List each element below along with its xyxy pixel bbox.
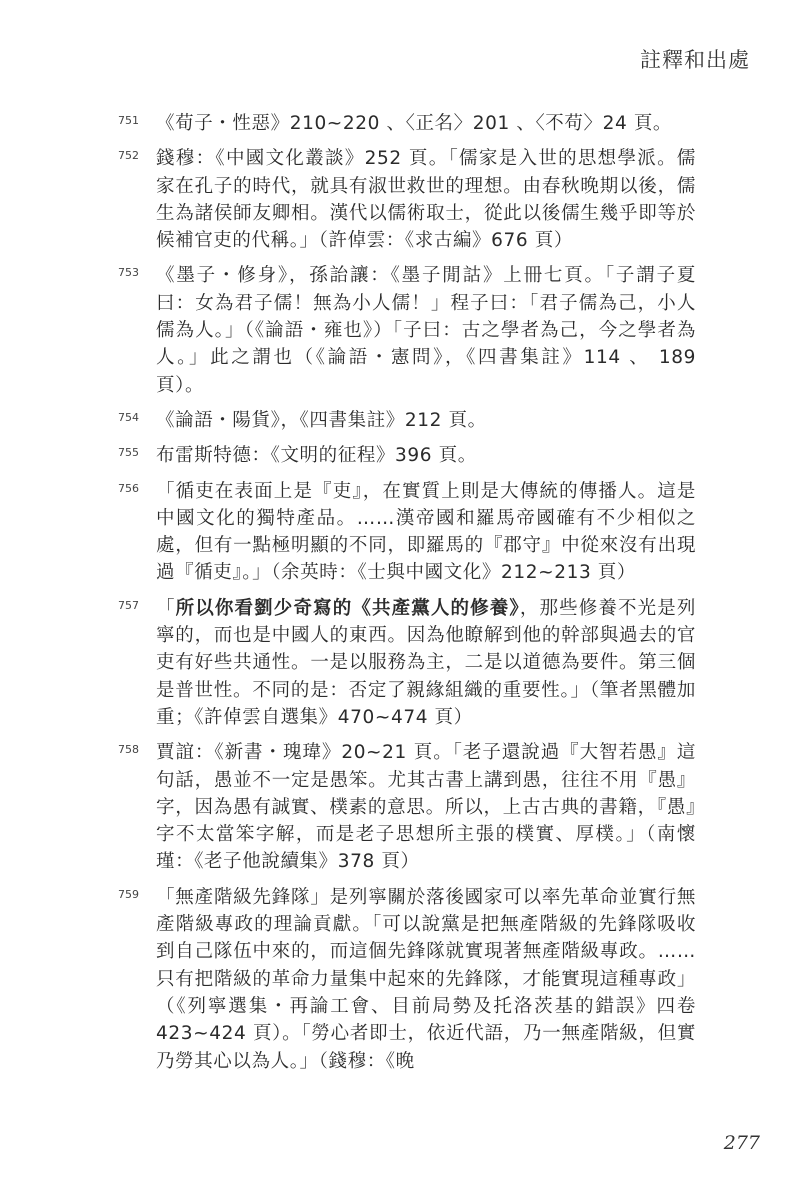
footnote-list: [118, 110, 758, 1083]
footnote-text-segment: 「循吏在表面上是『吏』，在實質上則是大傳統的傳播人。這是中國文化的獨特產品。……漢帝國和羅馬帝國確有不少相似之處，但有一點極明顯的不同，即羅馬的『郡守』中從來沒有出現過『循吏』。」（余英時：《士與中國文化》212~213 頁）: [156, 480, 696, 584]
footnote-759: [118, 884, 758, 1075]
footnote-text-segment: 錢穆：《中國文化叢談》252 頁。「儒家是入世的思想學派。儒家在孔子的時代，就具有淑世救世的理想。由春秋晚期以後，儒生為諸侯師友卿相。漢代以儒術取士，從此以後儒生幾乎即等於候補官吏的代稱。」（許倬雲：《求古編》676 頁）: [156, 148, 696, 252]
footnote-number: 751: [118, 114, 139, 127]
footnote-757: [118, 595, 758, 731]
footnote-756: [118, 478, 758, 587]
footnote-text: [156, 478, 696, 587]
footnote-number: 759: [118, 887, 139, 901]
footnote-number: 756: [118, 481, 139, 495]
footnote-text-segment: 賈誼：《新書・瑰瑋》20~21 頁。「老子還說過『大智若愚』這句話，愚並不一定是愚笨。尤其古書上講到愚，往往不用『愚』字，因為愚有誠實、樸素的意思。所以，上古古典的書籍，『愚』字不太當笨字解，而是老子思想所主張的樸實、厚樸。」（南懷瑾：《老子他說續集》378 頁）: [156, 742, 696, 873]
footnote-number: 758: [118, 743, 139, 757]
footnote-text: [156, 110, 696, 137]
footnote-text: [156, 145, 696, 254]
footnote-text-segment: ，那些修養不光是列寧的，而也是中國人的東西。因為他瞭解到他的幹部與過去的官吏有好些共通性。一是以服務為主，二是以道德為要件。第三個是普世性。不同的是：否定了親緣組織的重要性。」（筆者黑體加重；《許倬雲自選集》470~474 頁）: [156, 597, 696, 728]
footnote-text-segment: 「: [156, 597, 176, 619]
footnote-number: 753: [118, 266, 139, 280]
footnote-number: 754: [118, 410, 139, 424]
page-number: 277: [723, 1132, 760, 1154]
footnote-754: [118, 407, 758, 434]
footnote-text: [156, 407, 696, 434]
footnote-text: [156, 739, 696, 875]
running-header: 註釋和出處: [640, 48, 750, 72]
footnote-bold-text: 所以你看劉少奇寫的《共產黨人的修養》: [175, 597, 520, 619]
footnote-755: [118, 442, 758, 469]
footnote-752: [118, 145, 758, 254]
footnote-text: [156, 595, 696, 731]
footnote-number: 752: [118, 149, 139, 163]
footnote-text-segment: 布雷斯特德：《文明的征程》396 頁。: [156, 445, 477, 467]
footnote-text: [156, 884, 696, 1075]
footnote-text: [156, 262, 696, 398]
footnote-753: [118, 262, 758, 398]
footnote-number: 757: [118, 598, 139, 612]
footnote-text-segment: 《荀子・性惡》210~220 、〈正名〉201 、〈不苟〉24 頁。: [156, 113, 673, 134]
footnote-number: 755: [118, 446, 139, 460]
footnote-text-segment: 《論語・陽貨》，《四書集註》212 頁。: [156, 409, 487, 431]
footnote-text-segment: 「無產階級先鋒隊」是列寧關於落後國家可以率先革命並實行無產階級專政的理論貢獻。「可以說黨是把無產階級的先鋒隊吸收到自己隊伍中來的，而這個先鋒隊就實現著無產階級專政。……只有把階級的革命力量集中起來的先鋒隊，才能實現這種專政」（《列寧選集・再論工會、目前局勢及托洛茨基的錯誤》四卷 423~424 頁）。「勞心者即士，依近代語，乃一無產階級，但實乃勞其心以為人。」（錢穆：《晚: [156, 886, 696, 1072]
footnote-text: [156, 442, 696, 469]
footnote-751: [118, 110, 758, 137]
footnote-758: [118, 739, 758, 875]
footnote-text-segment: 《墨子・修身》，孫詒讓：《墨子閒詁》上冊七頁。「子謂子夏曰：女為君子儒！無為小人儒！」程子曰：「君子儒為己，小人儒為人。」（《論語・雍也》）「子曰：古之學者為己，今之學者為人。」此之謂也（《論語・憲問》，《四書集註》114 、 189 頁）。: [156, 265, 696, 396]
